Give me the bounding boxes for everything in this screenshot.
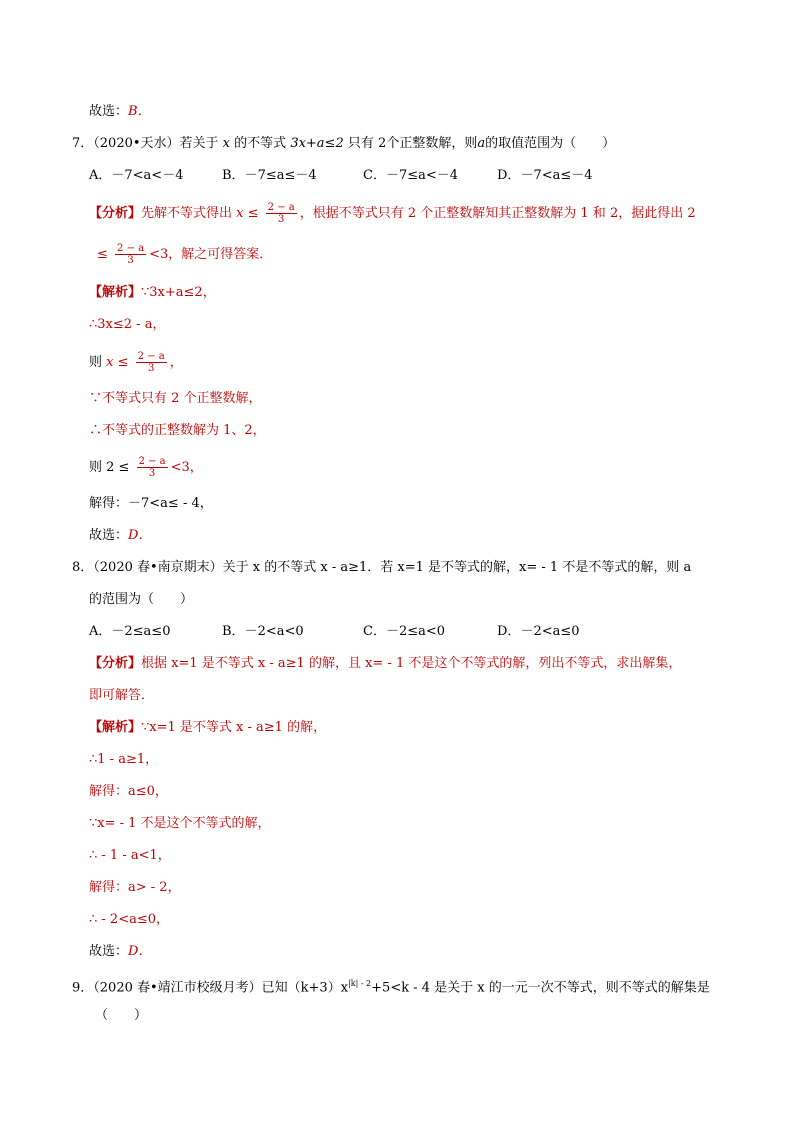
analysis-text: ，根据不等式只有 2 个正整数解知其正整数解为 1 和 2，据此得出 2	[299, 206, 696, 221]
q7-solution-line6	[89, 456, 203, 479]
fraction-denominator: 3	[127, 255, 134, 266]
analysis-tag: 【分析】	[89, 206, 142, 221]
option-text: －2<a<0	[244, 624, 304, 639]
option-text: －2≤a≤0	[111, 624, 171, 639]
q9-stem-line2	[95, 1007, 147, 1025]
q8-stem-text: 8．（2020 春•南京期末）关于 x 的不等式 x - a≥1．若 x=1 是不等式的解，x= - 1 不是不等式的解，则 a	[72, 560, 692, 575]
q7-solution-line4	[89, 390, 262, 408]
analysis-tag: 【分析】	[89, 656, 142, 671]
q8-stem-line2	[89, 591, 193, 609]
fraction-numerator: 2 − a	[137, 351, 165, 362]
answer-letter: B．	[128, 104, 151, 119]
q7-solution-line1	[89, 284, 216, 302]
q8-solution-line4	[89, 815, 271, 833]
fraction	[137, 456, 168, 479]
q9-exponent: |k| - 2	[348, 979, 372, 988]
q6-conclusion	[89, 103, 151, 121]
q8-analysis-line1	[89, 655, 681, 673]
analysis-text: ≤	[97, 247, 108, 262]
q8-solution-line8	[89, 943, 151, 961]
q8-solution-line5	[89, 847, 171, 865]
q7-analysis-line2	[97, 243, 272, 266]
q8-option-d	[497, 623, 580, 641]
q7-stem-e: 的取值范围为（ ）	[485, 136, 616, 151]
q7-option-d	[497, 167, 593, 185]
q9-stem-text: +5<k - 4 是关于 x 的一元一次不等式，则不等式的解集是	[371, 980, 710, 996]
conclusion-label: 故选：	[89, 944, 129, 959]
q7-var-a: a	[477, 136, 486, 151]
q8-solution-line1	[89, 719, 326, 737]
conclusion-label: 故选：	[89, 528, 129, 543]
q7-solution-line5	[89, 422, 266, 440]
q8-stem-line1	[72, 559, 691, 577]
solution-text: ∵x= - 1 不是这个不等式的解，	[89, 816, 271, 831]
q7-stem-d: 个正整数解，则	[386, 136, 478, 151]
q7-stem-a: 7．（2020•天水）若关于	[72, 136, 219, 151]
option-text: －7<a≤－4	[520, 168, 593, 183]
solution-text: ∴1 - a≥1，	[89, 752, 159, 767]
q7-option-c	[363, 167, 458, 185]
solution-text: ∴ - 2<a≤0，	[89, 912, 170, 927]
solution-expr: x ≤	[106, 355, 129, 370]
solution-text: ∵x=1 是不等式 x - a≥1 的解，	[141, 720, 327, 735]
solution-text: 解得：a> - 2，	[89, 880, 181, 895]
q7-stem-c: 只有	[347, 136, 374, 151]
fraction-denominator: 3	[148, 363, 155, 374]
solution-text: <3，	[170, 460, 203, 475]
fraction	[136, 351, 167, 374]
solution-text: ∵不等式只有 2 个正整数解，	[89, 391, 262, 406]
solution-text: 解得：a≤0，	[89, 784, 168, 799]
q9-stem-line1	[72, 975, 710, 997]
solution-text: ，	[169, 355, 183, 370]
q8-option-a	[89, 623, 170, 641]
analysis-text: 即可解答．	[89, 688, 155, 703]
solution-text: ∴不等式的正整数解为 1、2，	[89, 423, 266, 438]
fraction-denominator: 3	[278, 214, 285, 225]
option-text: －7≤a≤－4	[244, 168, 317, 183]
q7-option-b	[222, 167, 317, 185]
option-label: C．	[363, 624, 386, 639]
option-text: －2≤a<0	[385, 624, 446, 639]
q8-analysis-line2	[89, 687, 154, 705]
q8-stem-text: 的范围为（ ）	[89, 592, 194, 607]
solution-tag: 【解析】	[89, 720, 142, 735]
solution-text: 解得：－7<a≤ - 4，	[89, 496, 213, 511]
q7-option-a	[89, 167, 183, 185]
q7-stem	[72, 135, 615, 153]
fraction-numerator: 2 − a	[267, 202, 295, 213]
answer-letter: D．	[128, 528, 152, 543]
fraction-denominator: 3	[148, 468, 156, 479]
q7-inequality: 3x+a≤2	[290, 136, 344, 151]
option-text: －7<a<－4	[111, 168, 184, 183]
solution-tag: 【解析】	[89, 285, 142, 300]
q7-solution-line3	[89, 351, 183, 374]
solution-text: ∵3x+a≤2，	[141, 285, 216, 300]
conclusion-label: 故选：	[89, 104, 129, 119]
solution-text: 则 2 ≤	[89, 460, 130, 475]
q7-solution-line7	[89, 495, 213, 513]
q8-solution-line3	[89, 783, 168, 801]
fraction-numerator: 2 − a	[138, 456, 166, 467]
answer-letter: D．	[128, 944, 152, 959]
q7-analysis-line1	[89, 202, 696, 225]
q8-solution-line7	[89, 911, 169, 929]
solution-text: 则	[89, 355, 103, 370]
q8-option-c	[363, 623, 445, 641]
solution-text: ∴ - 1 - a<1，	[89, 848, 171, 863]
option-label: D．	[497, 624, 521, 639]
option-label: C．	[363, 168, 386, 183]
option-text: －2<a≤0	[520, 624, 580, 639]
q8-solution-line2	[89, 751, 158, 769]
analysis-text: 根据 x=1 是不等式 x - a≥1 的解，且 x= - 1 不是这个不等式的解，列出不等式，求出解集，	[141, 656, 682, 671]
q7-num: 2	[378, 136, 387, 151]
analysis-expr: x ≤	[236, 206, 259, 221]
option-label: D．	[497, 168, 521, 183]
fraction	[115, 243, 146, 266]
q9-stem-text: （ ）	[95, 1008, 148, 1023]
option-label: A．	[89, 624, 112, 639]
q7-solution-line2	[89, 316, 165, 334]
analysis-text: 先解不等式得出	[141, 206, 233, 221]
q9-stem-text: 9．（2020 春•靖江市校级月考）已知（k+3）x	[72, 980, 349, 996]
q7-var-x: x	[222, 136, 231, 151]
solution-text: ∴3x≤2 - a，	[89, 317, 166, 332]
q7-stem-b: 的不等式	[234, 136, 287, 151]
q8-solution-line6	[89, 879, 181, 897]
q8-option-b	[222, 623, 304, 641]
fraction	[266, 202, 297, 225]
option-label: B．	[222, 624, 245, 639]
option-label: A．	[89, 168, 112, 183]
analysis-text: <3，解之可得答案．	[149, 247, 273, 262]
q7-solution-line8	[89, 527, 151, 545]
option-label: B．	[222, 168, 245, 183]
option-text: －7≤a<－4	[385, 168, 459, 183]
fraction-numerator: 2 − a	[117, 243, 145, 254]
